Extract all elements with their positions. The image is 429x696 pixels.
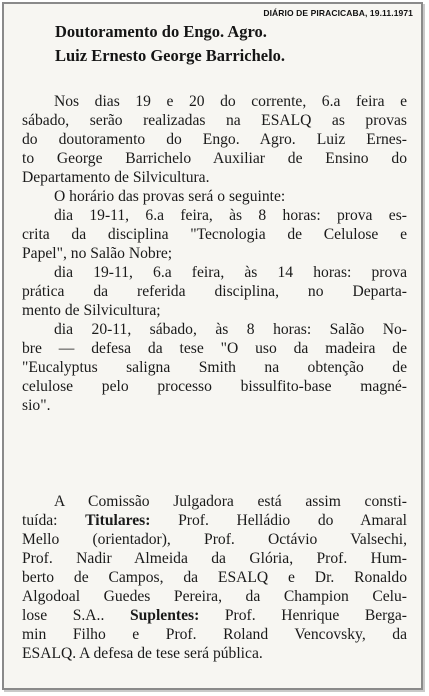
text-line: sio". <box>22 397 51 414</box>
newspaper-clipping <box>2 2 423 690</box>
text-line: bre — defesa da tese "O uso da madeira de <box>22 340 407 357</box>
text-line: Papel", no Salão Nobre; <box>22 245 173 262</box>
text-line: prática da referida disciplina, no Departa- <box>22 283 407 300</box>
headline-line-1: Doutoramento do Engo. Agro. <box>55 22 267 41</box>
text-line: min Filho e Prof. Roland Vencovsky, da <box>22 626 407 643</box>
text-line: Algodoal Guedes Pereira, da Champion Celu- <box>22 588 407 605</box>
text-line: to George Barrichelo Auxiliar de Ensino do <box>22 150 407 167</box>
headline-line-2: Luiz Ernesto George Barrichelo. <box>55 46 286 65</box>
text-line: dia 19-11, 6.a feira, às 14 horas: prova <box>54 264 407 281</box>
text-line: sábado, serão realizadas na ESALQ as provas <box>22 112 407 129</box>
text-line: "Eucalyptus saligna Smith na obtenção de <box>22 359 407 376</box>
text-line: crita da disciplina "Tecnologia de Celulose e <box>22 226 407 243</box>
text-line <box>22 511 407 530</box>
text-line: Mello (orientador), Prof. Octávio Valsechi, <box>22 531 407 548</box>
text-line: dia 20-11, sábado, às 8 horas: Salão No- <box>54 321 407 338</box>
text-line: O horário das provas será o seguinte: <box>54 188 286 205</box>
text-line: ESALQ. A defesa de tese será pública. <box>22 645 263 662</box>
text-line: do doutoramento do Engo. Agro. Luiz Ernes- <box>22 131 407 148</box>
label-suplentes: Suplentes: <box>129 607 200 624</box>
text-line <box>22 606 407 625</box>
text-line: dia 19-11, 6.a feira, às 8 horas: prova es- <box>54 207 407 224</box>
text-line: Departamento de Silvicultura. <box>22 169 210 186</box>
text-run: Prof. Helládio do Amaral <box>150 512 407 529</box>
text-line: Prof. Nadir Almeida da Glória, Prof. Hum- <box>22 550 407 567</box>
label-titulares: Titulares: <box>85 512 151 529</box>
text-run: tuída: <box>22 512 86 529</box>
source-line: DIÁRIO DE PIRACICABA, 19.11.1971 <box>263 8 413 18</box>
text-line: celulose pelo processo bissulfito-base magné- <box>22 378 407 395</box>
text-line: Nos dias 19 e 20 do corrente, 6.a feira e <box>54 93 407 110</box>
text-run: lose S.A.. <box>22 607 130 624</box>
text-line: mento de Silvicultura; <box>22 302 161 319</box>
text-run: Prof. Henrique Berga- <box>199 607 407 624</box>
text-line: berto de Campos, da ESALQ e Dr. Ronaldo <box>22 569 407 586</box>
text-line: A Comissão Julgadora está assim consti- <box>54 493 407 510</box>
